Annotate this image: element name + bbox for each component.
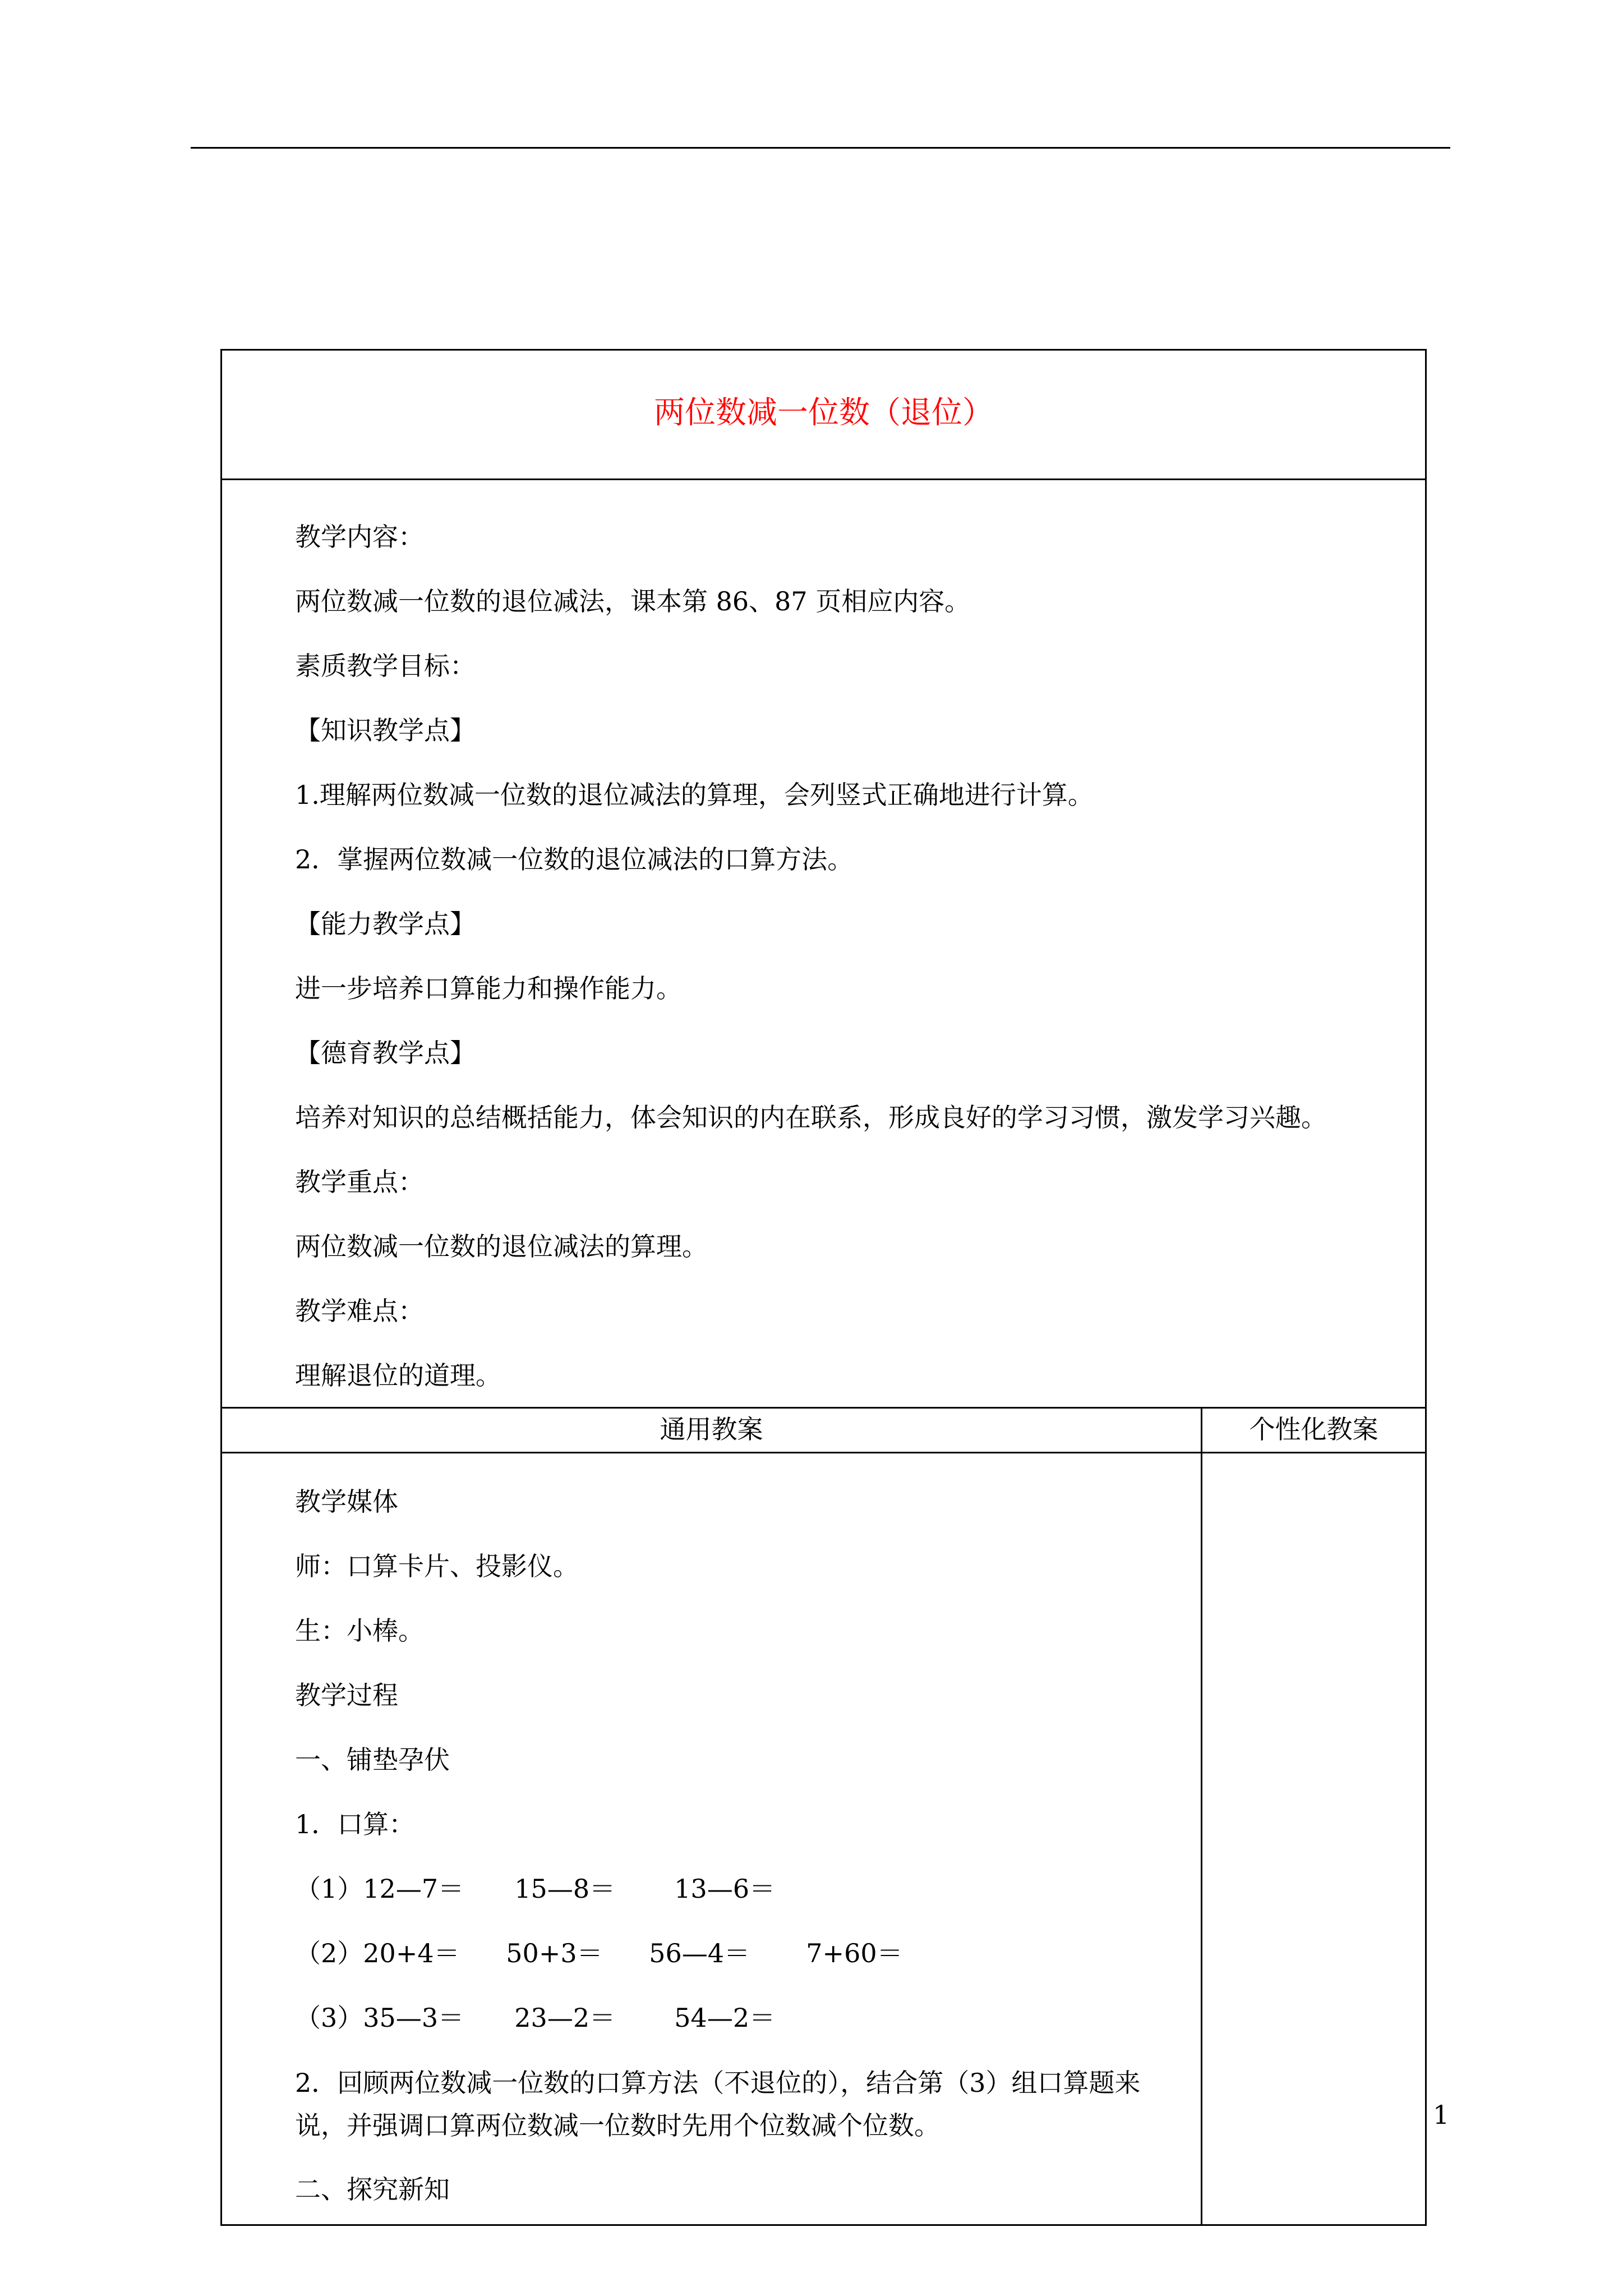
lesson-plan-table (220, 349, 1427, 2226)
overview-line: 【知识教学点】 (295, 715, 476, 746)
overview-line: 教学难点： (295, 1296, 424, 1326)
plan-line: 二、探究新知 (295, 2174, 450, 2205)
exercise-row (295, 1921, 1187, 1986)
exercise-label: （2） (295, 1938, 363, 1968)
plan-line: 1．口算： (295, 1809, 415, 1839)
plan-line: 教学媒体 (295, 1487, 398, 1517)
exercise-item: 15—8＝ (514, 1874, 616, 1904)
exercise-item: 35—3＝ (363, 2003, 464, 2033)
overview-line: 两位数减一位数的退位减法的算理。 (295, 1231, 708, 1262)
overview-line: 教学内容： (295, 522, 424, 552)
header-rule (191, 147, 1450, 149)
exercise-item: 20+4＝ (363, 1938, 460, 1968)
overview-line: 2．掌握两位数减一位数的退位减法的口算方法。 (295, 844, 854, 875)
header-row-divider (222, 1452, 1425, 1453)
general-plan-content (295, 1470, 1187, 2222)
overview-line: 【能力教学点】 (295, 909, 476, 939)
overview-line: 理解退位的道理。 (295, 1360, 501, 1391)
title-divider (222, 478, 1425, 480)
exercise-item: 54—2＝ (674, 2003, 776, 2033)
overview-line: 素质教学目标： (295, 651, 476, 681)
overview-line: 教学重点： (295, 1167, 424, 1197)
exercise-item: 50+3＝ (506, 1938, 603, 1968)
plan-line: 教学过程 (295, 1680, 398, 1710)
personalized-plan-header: 个性化教案 (1249, 1414, 1378, 1444)
overview-line: 进一步培养口算能力和操作能力。 (295, 973, 682, 1004)
column-divider (1201, 1407, 1202, 2224)
plan-line: 生：小棒。 (295, 1616, 424, 1646)
overview-line: 1.理解两位数减一位数的退位减法的算理，会列竖式正确地进行计算。 (295, 780, 1094, 810)
exercise-item: 7+60＝ (806, 1938, 903, 1968)
document-title: 两位数减一位数（退位） (653, 394, 993, 430)
exercise-item: 13—6＝ (674, 1874, 776, 1904)
plan-line: 一、铺垫孕伏 (295, 1745, 450, 1775)
general-plan-header: 通用教案 (660, 1414, 763, 1444)
exercise-row (295, 1857, 1187, 1921)
exercise-label: （1） (295, 1874, 363, 1904)
lesson-overview (295, 505, 1414, 1408)
overview-line: 两位数减一位数的退位减法，课本第 86、87 页相应内容。 (295, 586, 971, 616)
overview-line: 【德育教学点】 (295, 1038, 476, 1068)
exercise-item: 23—2＝ (514, 2003, 616, 2033)
overview-line: 培养对知识的总结概括能力，体会知识的内在联系，形成良好的学习习惯，激发学习兴趣。 (295, 1102, 1327, 1133)
review-paragraph: 2．回顾两位数减一位数的口算方法（不退位的），结合第（3）组口算题来说，并强调口算两位数减一位数时先用个位数减个位数。 (295, 2068, 1141, 2141)
page-number: 1 (1433, 2100, 1450, 2130)
exercise-row (295, 1986, 1187, 2050)
exercise-item: 12—7＝ (363, 1874, 464, 1904)
exercise-item: 56—4＝ (649, 1938, 750, 1968)
plan-line: 师：口算卡片、投影仪。 (295, 1551, 579, 1581)
exercise-label: （3） (295, 2003, 363, 2033)
